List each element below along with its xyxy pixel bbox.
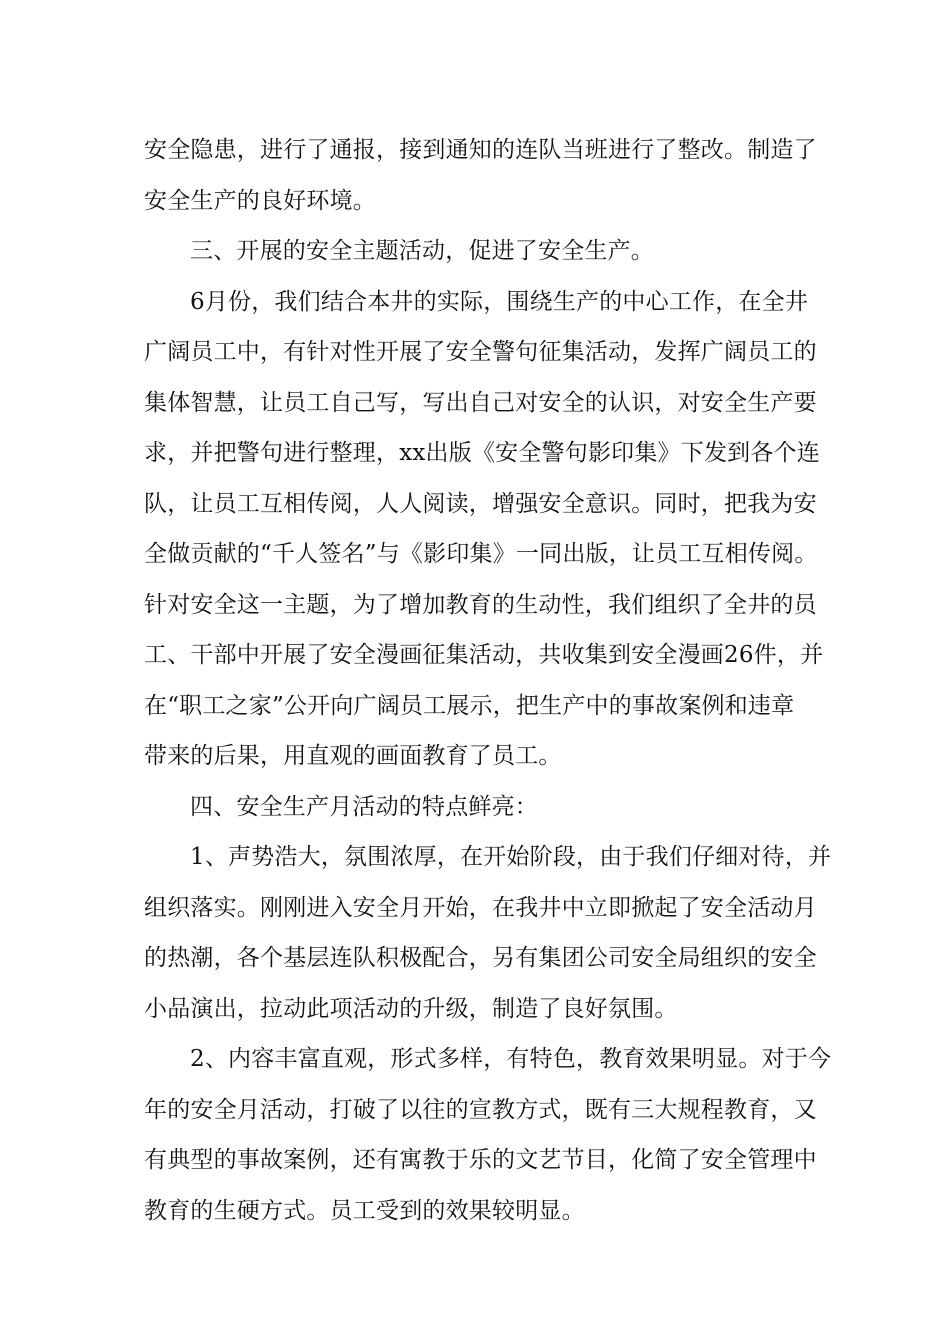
text-line: 队，让员工互相传阅，人人阅读，增强安全意识。同时，把我为安 — [144, 490, 817, 517]
text-line: 全做贡献的“千人签名”与《影印集》一同出版，让员工互相传阅。 — [144, 541, 818, 567]
text-line: 工、干部中开展了安全漫画征集活动，共收集到安全漫画26件，并 — [144, 642, 824, 668]
section-heading: 三、开展的安全主题活动，促进了安全生产。 — [190, 238, 654, 264]
text-line: 教育的生硬方式。员工受到的效果较明显。 — [144, 1197, 585, 1224]
text-line: 安全隐患，进行了通报，接到通知的连队当班进行了整改。制造了 — [144, 137, 817, 163]
text-line: 针对安全这一主题，为了增加教育的生动性，我们组织了全井的员 — [144, 591, 817, 618]
text-line: 的热潮，各个基层连队积极配合，另有集团公司安全局组织的安全 — [144, 945, 817, 971]
text-line: 有典型的事故案例，还有寓教于乐的文艺节目，化简了安全管理中 — [144, 1147, 817, 1173]
text-line: 广阔员工中，有针对性开展了安全警句征集活动，发挥广阔员工的 — [144, 339, 817, 365]
text-line: 组织落实。刚刚进入安全月开始，在我井中立即掀起了安全活动月 — [144, 894, 817, 921]
section-heading: 四、安全生产月活动的特点鲜亮： — [190, 793, 538, 820]
text-line: 年的安全月活动，打破了以往的宣教方式，既有三大规程教育，又 — [144, 1096, 817, 1123]
text-line: 6月份，我们结合本井的实际，围绕生产的中心工作，在全井 — [190, 288, 809, 315]
text-line: 2、内容丰富直观，形式多样，有特色，教育效果明显。对于今 — [190, 1046, 832, 1072]
text-line: 1、声势浩大，氛围浓厚，在开始阶段，由于我们仔细对待，并 — [190, 844, 832, 870]
text-line: 小品演出，拉动此项活动的升级，制造了良好氛围。 — [144, 995, 678, 1022]
text-line: 在“职工之家”公开向广阔员工展示，把生产中的事故案例和违章 — [144, 692, 795, 719]
text-line: 求，并把警句进行整理，xx出版《安全警句影印集》下发到各个连 — [144, 440, 820, 466]
document-body — [144, 125, 832, 1236]
text-line: 集体智慧，让员工自己写，写出自己对安全的认识，对安全生产要 — [144, 389, 817, 416]
text-line: 安全生产的良好环境。 — [144, 187, 376, 214]
text-line: 带来的后果，用直观的画面教育了员工。 — [144, 743, 562, 769]
